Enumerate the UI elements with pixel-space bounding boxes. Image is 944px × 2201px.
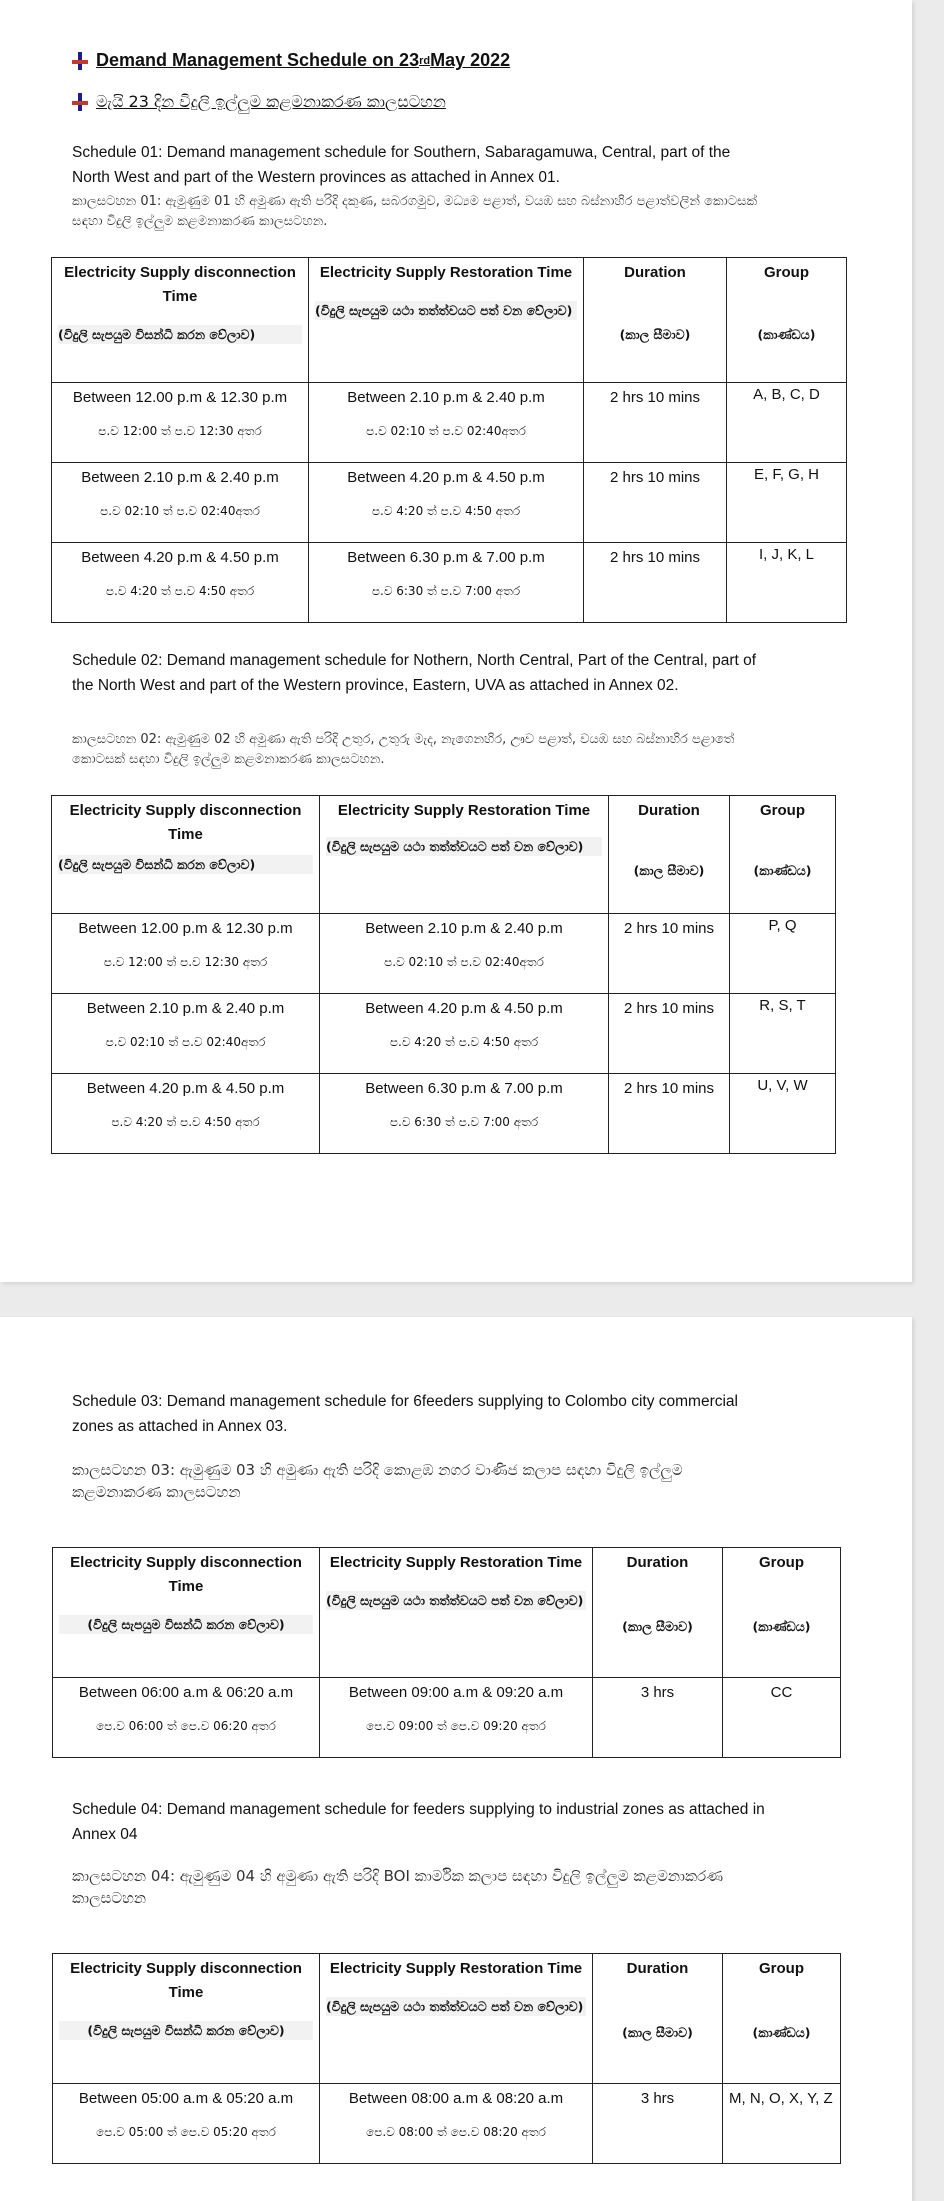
cell-text: 2 hrs 10 mins [609,549,701,566]
cell-text: Duration [624,264,686,281]
cell-text-sinhala: ප.ව 12:00 ත් ප.ව 12:30 අතර [98,424,262,438]
cell-text: Duration [626,1960,689,1977]
cell-text: Duration [638,802,700,819]
cell-text: 2 hrs 10 mins [623,1080,715,1097]
cell-text-sinhala: (කාණ්ඩය) [753,863,812,878]
table-cell [609,914,730,994]
cell-text: Group [759,1554,804,1571]
table-cell: E, F, G, H [727,463,847,543]
cell-text: Electricity Supply disconnection Time [70,1554,302,1595]
cell-text: Between 6.30 p.m & 7.00 p.m [365,1080,563,1097]
table-cell [609,994,730,1074]
table-cell [52,463,309,543]
cell-text-sinhala: (කාල සීමාව) [633,863,705,878]
table-cell [52,1074,320,1154]
cell-text: Group [759,1960,804,1977]
table-cell [52,994,320,1074]
cell-text-sinhala: ප.ව 6:30 ත් ප.ව 7:00 අතර [389,1115,539,1129]
cell-text-sinhala: ප.ව 6:30 ත් ප.ව 7:00 අතර [371,584,521,598]
cell-text: Between 2.10 p.m & 2.40 p.m [86,1000,285,1017]
cell-text-sinhala: (කාණ්ඩය) [752,1619,811,1634]
table-cell: I, J, K, L [727,543,847,623]
cell-text: Between 4.20 p.m & 4.50 p.m [365,1000,563,1017]
cell-text-sinhala: ප.ව 4:20 ත් ප.ව 4:50 අතර [389,1035,539,1049]
table-cell [309,463,584,543]
cell-text: Between 4.20 p.m & 4.50 p.m [86,1080,285,1097]
table-cell [52,543,309,623]
table-cell [53,2084,320,2164]
cell-text: Electricity Supply disconnection Time [70,1960,302,2001]
header-duration [609,796,730,914]
header-group [730,796,836,914]
table-row [52,1074,836,1154]
cell-text: Between 2.10 p.m & 2.40 p.m [347,389,545,406]
cell-text: Electricity Supply disconnection Time [64,264,296,305]
cell-text: 2 hrs 10 mins [623,1000,715,1017]
cell-text: Electricity Supply Restoration Time [337,802,591,819]
cell-text-sinhala: (කාණ්ඩය) [752,2025,811,2040]
cell-text: 2 hrs 10 mins [623,920,715,937]
document-page-2 [0,1317,912,2201]
header-disconnection [53,1548,320,1678]
cell-text: Electricity Supply Restoration Time [329,1960,583,1977]
schedule1-table [51,257,847,623]
table-cell [320,1074,609,1154]
cell-text-sinhala: (විදුලි සැපයුම යථා තත්ත්වයට පත් වන වේලාව) [326,837,602,856]
cell-text-sinhala: (විදුලි සැපයුම යථා තත්ත්වයට පත් වන වේලාව) [326,1997,586,2016]
header-duration [593,1548,723,1678]
cell-text: 3 hrs [640,1684,675,1701]
table-cell [723,2084,841,2164]
cell-text-sinhala: (කාල සීමාව) [622,2025,693,2040]
cell-text-sinhala: (විදුලි සැපයුම යථා තත්ත්වයට පත් වන වේලාව) [315,301,577,320]
pin-icon [72,52,88,70]
cell-text: Between 2.10 p.m & 2.40 p.m [81,469,279,486]
cell-text-sinhala: ප.ව 02:10 ත් ප.ව 02:40අතර [105,1035,266,1049]
header-duration [584,258,727,383]
table-row [53,2084,841,2164]
table-cell [52,383,309,463]
cell-text-sinhala: (විදුලි සැපයුම යථා තත්ත්වයට පත් වන වේලාව) [326,1591,586,1610]
cell-text-sinhala: ප.ව 4:20 ත් ප.ව 4:50 අතර [371,504,521,518]
header-restoration [320,796,609,914]
cell-text: Between 08:00 a.m & 08:20 a.m [348,2090,564,2107]
cell-text-sinhala: (විදුලි සැපයුම විසන්ධි කරන වේලාව) [59,2021,313,2040]
table-cell [53,1678,320,1758]
cell-text-sinhala: පෙ.ව 09:00 ත් පෙ.ව 09:20 අතර [366,1719,546,1733]
table-cell [609,1074,730,1154]
cell-text: Between 06:00 a.m & 06:20 a.m [78,1684,294,1701]
table-cell [593,1678,723,1758]
table-row [52,383,847,463]
header-restoration [320,1548,593,1678]
page-title [72,50,510,71]
table-cell: R, S, T [730,994,836,1074]
table-cell: P, Q [730,914,836,994]
schedule3-table [52,1547,841,1758]
cell-text: CC [770,1684,793,1701]
header-disconnection [53,1954,320,2084]
table-header-row [53,1954,841,2084]
cell-text: Between 4.20 p.m & 4.50 p.m [81,549,279,566]
cell-text-sinhala: ප.ව 02:10 ත් ප.ව 02:40අතර [384,955,544,969]
cell-text: Between 05:00 a.m & 05:20 a.m [78,2090,294,2107]
cell-text: M, N, O, X, Y, Z [729,2090,833,2107]
cell-text-sinhala: (කාල සීමාව) [619,327,691,342]
schedule4-description-sinhala: කාලසටහන 04: ඇමුණුම 04 හි අමුණා ඇති පරිදි BOI කාර්මික කලාප සඳහා විදුලි ඉල්ලුම කළමනාකරණ කාලසටහන [72,1867,724,1907]
table-header-row [52,258,847,383]
cell-text: Electricity Supply Restoration Time [319,264,573,281]
header-restoration [320,1954,593,2084]
cell-text: Between 6.30 p.m & 7.00 p.m [347,549,545,566]
cell-text: Between 12.00 p.m & 12.30 p.m [78,920,293,937]
cell-text: Group [760,802,805,819]
table-cell [309,543,584,623]
table-row [52,994,836,1074]
cell-text: Duration [626,1554,689,1571]
schedule1-description-sinhala: කාලසටහන 01: ඇමුණුම 01 හි අමුණා ඇති පරිදි දකුණ, සබරගමුව, මධ්‍යම පළාත්, වයඹ සහ බස්නාහිර පළාත්වලින් කොටසක් සඳහා විදුලි ඉල්ලුම කළමනාකරණ කාලසටහන. [72,194,758,229]
cell-text: Between 12.00 p.m & 12.30 p.m [72,389,288,406]
table-row [52,463,847,543]
table-row [53,1678,841,1758]
title-si-text: මැයි 23 දින විදුලි ඉල්ලුම කළමනාකරණ කාලසටහන [96,92,446,111]
cell-text-sinhala: ප.ව 12:00 ත් ප.ව 12:30 අතර [103,955,268,969]
title-prefix: Demand Management Schedule on 23 [96,50,420,70]
schedule1-description: Schedule 01: Demand management schedule for Southern, Sabaragamuwa, Central, part of the North West and part of the Western provinces as attached in Annex 01. [72,144,731,186]
title-sup: rd [419,54,431,67]
table-cell [52,914,320,994]
pin-icon [72,93,88,111]
page-title-sinhala [72,92,446,112]
header-group [723,1954,841,2084]
cell-text-sinhala: ප.ව 02:10 ත් ප.ව 02:40අතර [100,504,260,518]
schedule2-description: Schedule 02: Demand management schedule for Nothern, North Central, Part of the Central, part of the North West and part of the Western province, Eastern, UVA as attached in Annex 02. [72,652,757,694]
schedule2-description-sinhala: කාලසටහන 02: ඇමුණුම 02 හි අමුණා ඇති පරිදි උතුර, උතුරු මැද, නැගෙනහිර, ඌව පළාත්, වයඹ සහ බස්නාහිර පළාතේ කොටසක් සඳහා විදුලි ඉල්ලුම කළමනාකරණ කාලසටහන. [72,732,735,767]
cell-text: Electricity Supply Restoration Time [329,1554,583,1571]
cell-text-sinhala: පෙ.ව 06:00 ත් පෙ.ව 06:20 අතර [96,1719,276,1733]
header-group [723,1548,841,1678]
table-cell [320,914,609,994]
table-cell [723,1678,841,1758]
header-disconnection [52,796,320,914]
table-cell [320,2084,593,2164]
cell-text-sinhala: (කාණ්ඩය) [757,327,816,342]
cell-text: 2 hrs 10 mins [609,469,701,486]
table-row [52,543,847,623]
cell-text: Group [764,264,809,281]
cell-text-sinhala: ප.ව 4:20 ත් ප.ව 4:50 අතර [105,584,255,598]
cell-text-sinhala: (කාල සීමාව) [622,1619,693,1634]
table-cell [584,383,727,463]
table-cell [320,1678,593,1758]
table-cell [584,543,727,623]
cell-text-sinhala: පෙ.ව 05:00 ත් පෙ.ව 05:20 අතර [96,2125,276,2139]
table-cell [309,383,584,463]
table-cell [593,2084,723,2164]
table-row [52,914,836,994]
title-suffix: May 2022 [430,50,511,70]
header-duration [593,1954,723,2084]
table-cell [584,463,727,543]
header-disconnection [52,258,309,383]
cell-text-sinhala: පෙ.ව 08:00 ත් පෙ.ව 08:20 අතර [366,2125,546,2139]
cell-text: 3 hrs [640,2090,675,2107]
schedule4-table [52,1953,841,2164]
header-group [727,258,847,383]
cell-text: Between 09:00 a.m & 09:20 a.m [348,1684,564,1701]
cell-text: Between 4.20 p.m & 4.50 p.m [347,469,545,486]
cell-text: 2 hrs 10 mins [609,389,701,406]
cell-text: Between 2.10 p.m & 2.40 p.m [365,920,563,937]
table-cell: A, B, C, D [727,383,847,463]
cell-text-sinhala: ප.ව 02:10 ත් ප.ව 02:40අතර [366,424,526,438]
cell-text-sinhala: (විදුලි සැපයුම විසන්ධි කරන වේලාව) [59,1615,313,1634]
cell-text: Electricity Supply disconnection Time [69,802,302,843]
table-header-row [53,1548,841,1678]
schedule2-table [51,795,836,1154]
cell-text-sinhala: (විදුලි සැපයුම විසන්ධි කරන වේලාව) [58,325,302,344]
cell-text-sinhala: ප.ව 4:20 ත් ප.ව 4:50 අතර [111,1115,260,1129]
table-cell: U, V, W [730,1074,836,1154]
schedule3-description: Schedule 03: Demand management schedule for 6feeders supplying to Colombo city commercial zones as attached in Annex 03. [72,1393,738,1435]
cell-text-sinhala: (විදුලි සැපයුම විසන්ධි කරන වේලාව) [58,855,313,874]
schedule4-description: Schedule 04: Demand management schedule for feeders supplying to industrial zones as attached in Annex 04 [72,1801,765,1843]
table-cell [320,994,609,1074]
schedule3-description-sinhala: කාලසටහන 03: ඇමුණුම 03 හි අමුණා ඇති පරිදි කොළඹ නගර වාණිජ කලාප සඳහා විදුලි ඉල්ලුම කළමනාකරණ කාලසටහන [72,1461,683,1501]
header-restoration [309,258,584,383]
table-header-row [52,796,836,914]
